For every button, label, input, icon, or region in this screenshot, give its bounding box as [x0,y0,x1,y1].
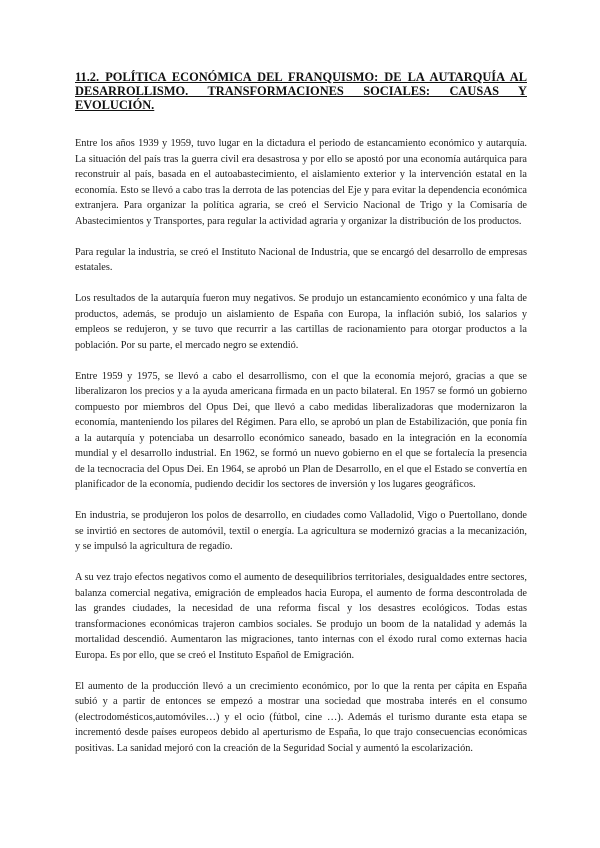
paragraph-resultados: Los resultados de la autarquía fueron muy negativos. Se produjo un estancamiento económico y una falta de productos, además, se produjo un aislamiento de España con Europa, la inflación subió, los salarios y empleos se redujeron, y se tuvo que recurrir a las cartillas de racionamiento para otorgar productos a la población. Por su parte, el mercado negro se extendió. [75,293,527,351]
paragraph-efectos-negativos: A su vez trajo efectos negativos como el aumento de desequilibrios territoriales, desigualdades entre sectores, balanza comercial negativa, emigración de empleados hacia Europa, el aumento de forma descontrolada de las grandes ciudades, la necesidad de una reforma fiscal y los desastres ecológicos. Todas estas transformaciones económicas trajeron cambios sociales. Se produjo un boom de la natalidad y además la mortalidad descendió. Aumentaron las migraciones, tanto internas con el éxodo rural como externas hacia Europa. Es por ello, que se creó el Instituto Español de Emigración. [75,572,527,661]
paragraph-desarrollismo: Entre 1959 y 1975, se llevó a cabo el desarrollismo, con el que la economía mejoró, gracias a que se liberalizaron los precios y a la ayuda americana firmada en un pacto bilateral. En 1957 se formó un gobierno compuesto por miembros del Opus Dei, que llevó a cabo medidas liberalizadoras que modernizaron la economía, manteniendo los pilares del Régimen. Para ello, se aprobó un plan de Estabilización, que ponía fin a la autarquía y potenciaba un desarrollo económico saneado, basado en la integración en la economía mundial y el desarrollo industrial. En 1962, se formó un nuevo gobierno en el que se fortalecía la presencia de la tecnocracia del Opus Dei. En 1964, se aprobó un Plan de Desarrollo, en el que el Estado se convertía en planificador de la economía, pudiendo decidir los sectores de inversión y los lugares geográficos. [75,370,527,490]
document-title: 11.2. POLÍTICA ECONÓMICA DEL FRANQUISMO: DE LA AUTARQUÍA AL DESARROLLISMO. TRANSFORMACIONES SOCIALES: CAUSAS Y EVOLUCIÓN. [75,70,527,112]
document-page [75,70,527,772]
paragraph-autarquia: Entre los años 1939 y 1959, tuvo lugar en la dictadura el periodo de estancamiento económico y autarquía. La situación del país tras la guerra civil era desastrosa y por ello se apostó por una economía autárquica para reconstruir al país, basada en el autoabastecimiento, el aislamiento exterior y la intervención estatal en la economía. Esto se llevó a cabo tras la derrota de las potencias del Eje y para evitar la dependencia económica extranjera. Para organizar la política agraria, se creó el Servicio Nacional de Trigo y la Comisaría de Abastecimientos y Transportes, para regular la actividad agraria y organizar la distribución de los productos. [75,138,527,227]
paragraph-crecimiento: El aumento de la producción llevó a un crecimiento económico, por lo que la renta per cápita en España subió y a partir de entonces se empezó a mostrar una sociedad que mostraba interés en el consumo (electrodomésticos,automóviles…) y el ocio (fútbol, cine …). Además el turismo durante esta etapa se incrementó desde países europeos debido al aperturismo de España, lo que trajo consecuencias económicas positivas. La sanidad mejoró con la creación de la Seguridad Social y aumentó la escolarización. [75,680,527,754]
paragraph-polos-desarrollo: En industria, se produjeron los polos de desarrollo, en ciudades como Valladolid, Vigo o Puertollano, donde se invirtió en sectores de automóvil, textil o energía. La agricultura se modernizó gracias a la mecanización, y se impulsó la agricultura de regadío. [75,510,527,552]
paragraph-industria: Para regular la industria, se creó el Instituto Nacional de Industria, que se encargó del desarrollo de empresas estatales. [75,246,527,273]
